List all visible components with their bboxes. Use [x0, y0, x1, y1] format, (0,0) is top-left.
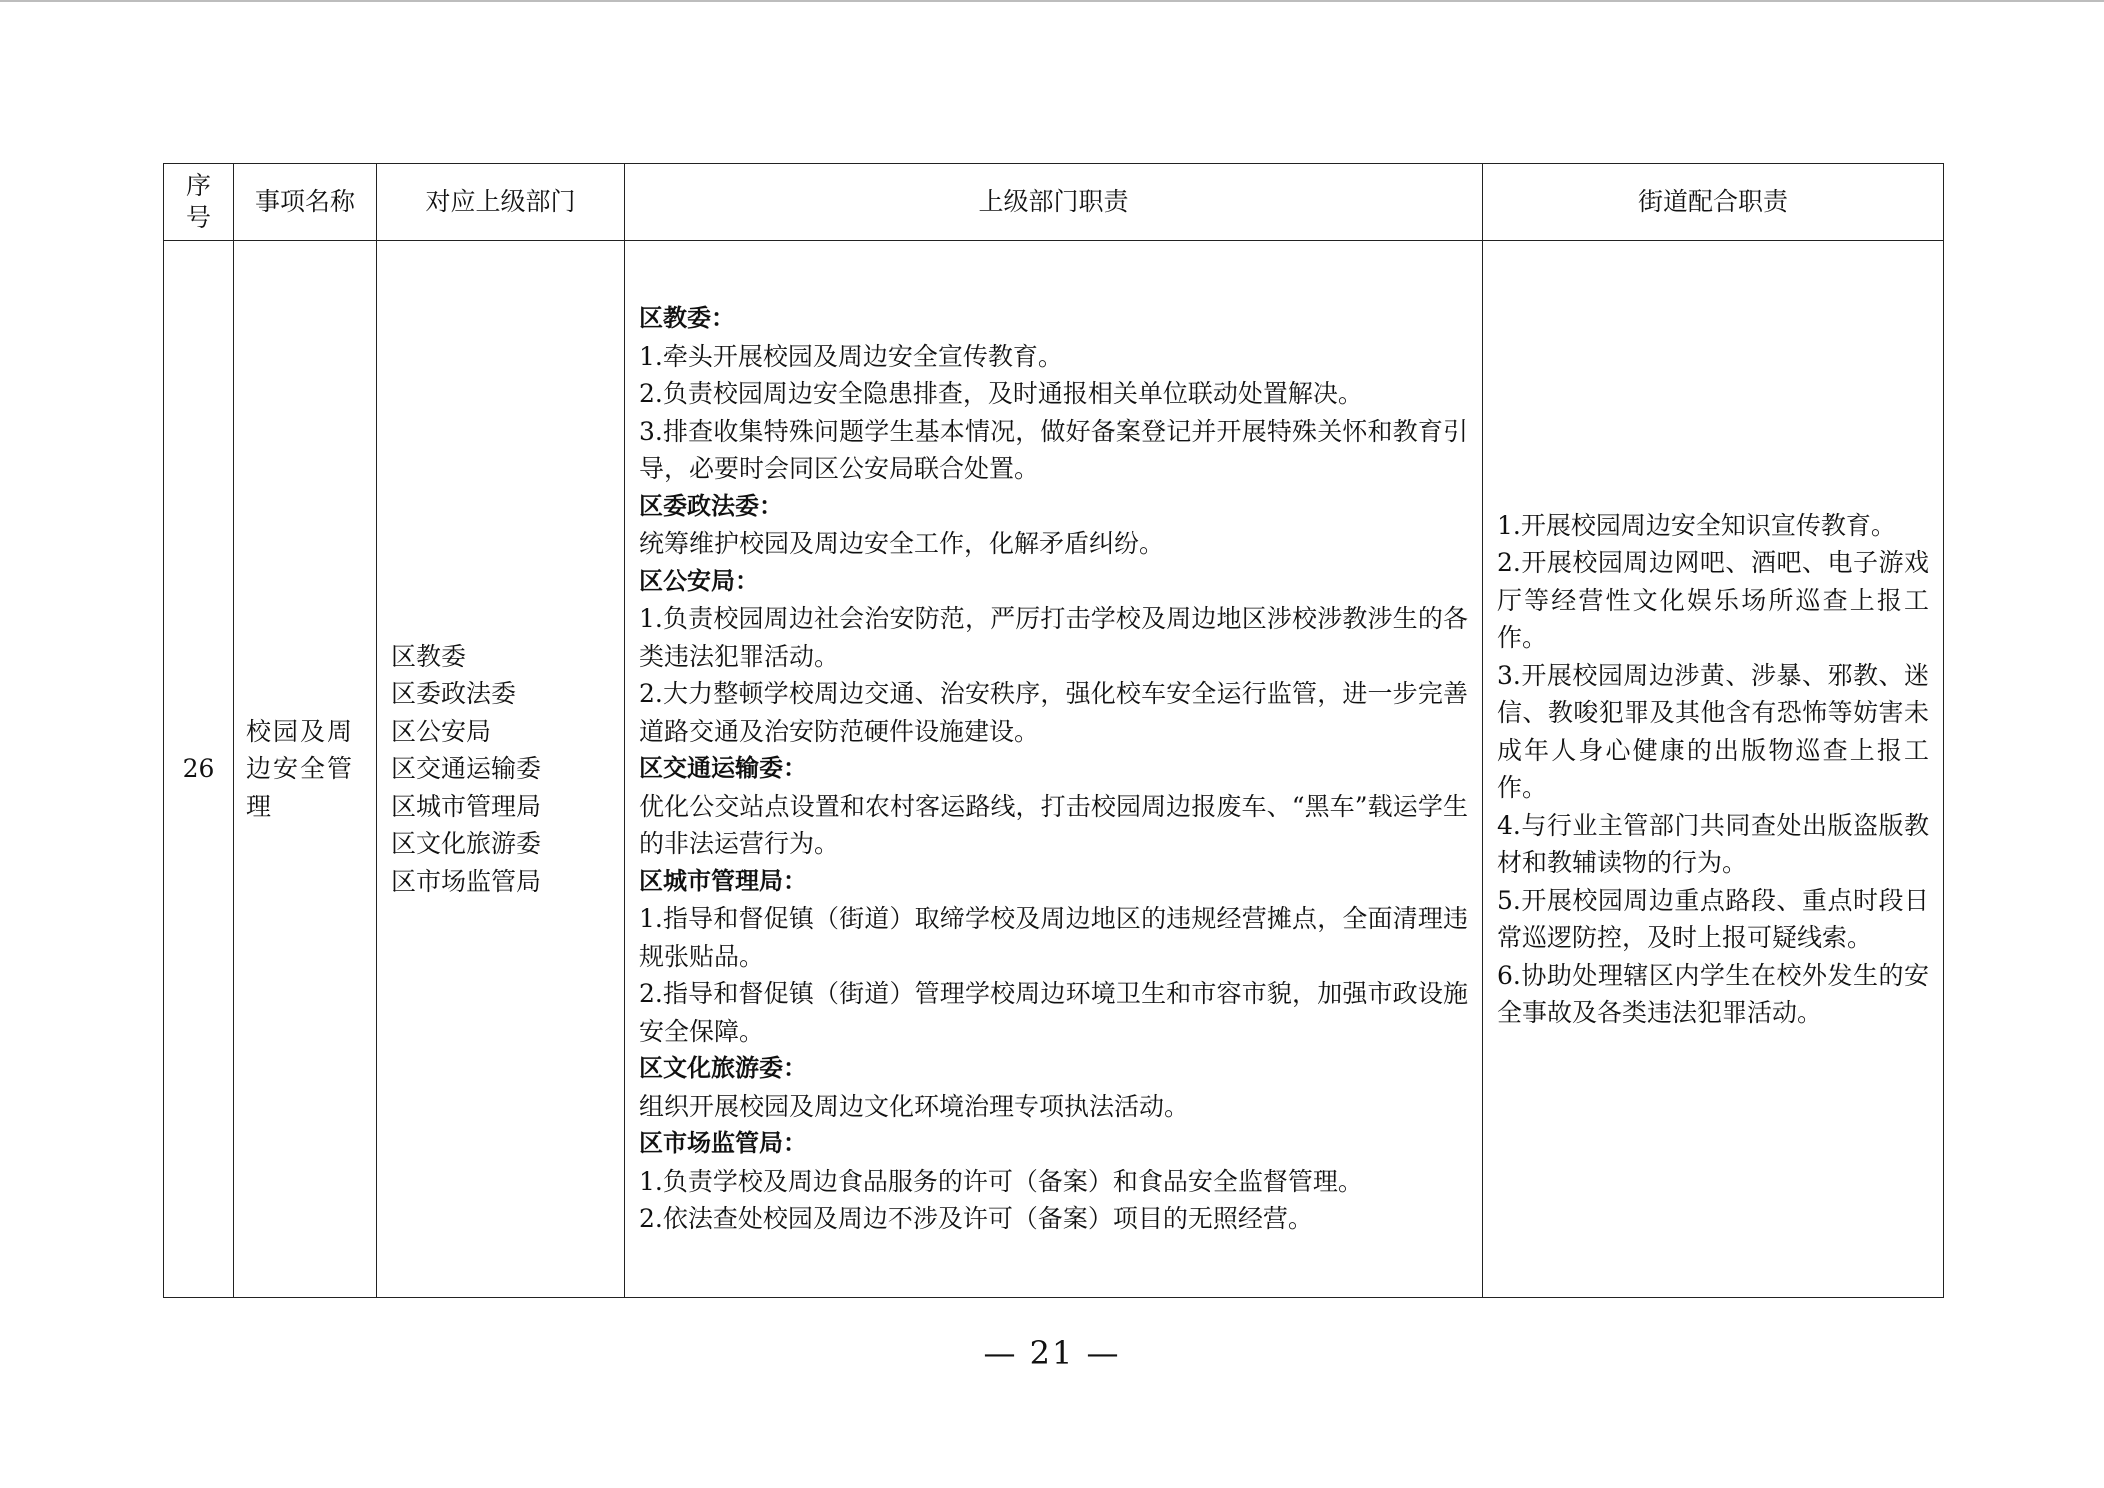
- header-street-duties: 街道配合职责: [1483, 164, 1944, 241]
- duty-item: 1.指导和督促镇（街道）取缔学校及周边地区的违规经营摊点，全面清理违规张贴品。: [639, 904, 1468, 971]
- duty-dept-heading: 区交通运输委：: [639, 754, 807, 783]
- duty-dept-heading: 区教委：: [639, 304, 735, 333]
- table-row: [164, 241, 1944, 1298]
- department-item: 区城市管理局: [391, 791, 542, 821]
- seq-number: 26: [182, 754, 215, 784]
- duty-item: 3.排查收集特殊问题学生基本情况，做好备案登记并开展特殊关怀和教育引导，必要时会同区公安局联合处置。: [639, 416, 1468, 484]
- department-item: 区交通运输委: [391, 754, 542, 784]
- department-item: 区公安局: [391, 716, 492, 746]
- duty-dept-heading: 区委政法委：: [639, 491, 783, 520]
- department-item: 区委政法委: [391, 679, 517, 709]
- duty-item: 2.依法查处校园及周边不涉及许可（备案）项目的无照经营。: [639, 1204, 1313, 1234]
- cell-departments: [377, 241, 625, 1298]
- duty-item: 组织开展校园及周边文化环境治理专项执法活动。: [639, 1091, 1190, 1121]
- street-duty-item: 5.开展校园周边重点路段、重点时段日常巡逻防控，及时上报可疑线索。: [1497, 885, 1929, 952]
- department-item: 区文化旅游委: [391, 829, 542, 859]
- duty-item: 统筹维护校园及周边安全工作，化解矛盾纠纷。: [639, 529, 1165, 559]
- duty-dept-heading: 区城市管理局：: [639, 866, 807, 895]
- street-duty-item: 1.开展校园周边安全知识宣传教育。: [1497, 510, 1896, 540]
- duty-item: 2.指导和督促镇（街道）管理学校周边环境卫生和市容市貌，加强市政设施安全保障。: [639, 979, 1468, 1046]
- cell-street-duties: [1483, 241, 1944, 1298]
- cell-superior-duties: [625, 241, 1483, 1298]
- duty-item: 1.牵头开展校园及周边安全宣传教育。: [639, 341, 1063, 371]
- street-duty-item: 2.开展校园周边网吧、酒吧、电子游戏厅等经营性文化娱乐场所巡查上报工作。: [1497, 548, 1929, 652]
- duty-item: 1.负责校园周边社会治安防范，严厉打击学校及周边地区涉校涉教涉生的各类违法犯罪活动。: [639, 604, 1468, 671]
- header-superior-department: 对应上级部门: [377, 164, 625, 241]
- duty-item: 优化公交站点设置和农村客运路线，打击校园周边报废车、“黑车”载运学生的非法运营行为。: [639, 791, 1468, 859]
- page-number: — 21 —: [983, 1334, 1121, 1372]
- street-duty-item: 6.协助处理辖区内学生在校外发生的安全事故及各类违法犯罪活动。: [1497, 960, 1929, 1027]
- table-header-row: [164, 164, 1944, 241]
- header-seq: 序号: [164, 164, 234, 241]
- cell-item-name: [234, 241, 377, 1298]
- top-border-line: [0, 0, 2104, 2]
- duty-table: [163, 163, 1944, 1298]
- duty-dept-heading: 区市场监管局：: [639, 1129, 807, 1158]
- street-duty-item: 3.开展校园周边涉黄、涉暴、邪教、迷信、教唆犯罪及其他含有恐怖等妨害未成年人身心健康的出版物巡查上报工作。: [1497, 660, 1929, 802]
- duty-dept-heading: 区公安局：: [639, 566, 759, 595]
- department-item: 区市场监管局: [391, 866, 542, 896]
- duty-dept-heading: 区文化旅游委：: [639, 1054, 807, 1083]
- item-name: 校园及周边安全管理: [246, 716, 355, 821]
- header-item-name: 事项名称: [234, 164, 377, 241]
- duty-item: 2.负责校园周边安全隐患排查，及时通报相关单位联动处置解决。: [639, 379, 1363, 409]
- duty-item: 2.大力整顿学校周边交通、治安秩序，强化校车安全运行监管，进一步完善道路交通及治安防范硬件设施建设。: [639, 679, 1468, 746]
- cell-seq: [164, 241, 234, 1298]
- header-superior-duties: 上级部门职责: [625, 164, 1483, 241]
- duty-item: 1.负责学校及周边食品服务的许可（备案）和食品安全监督管理。: [639, 1166, 1363, 1196]
- street-duty-item: 4.与行业主管部门共同查处出版盗版教材和教辅读物的行为。: [1497, 810, 1929, 877]
- department-item: 区教委: [391, 641, 467, 671]
